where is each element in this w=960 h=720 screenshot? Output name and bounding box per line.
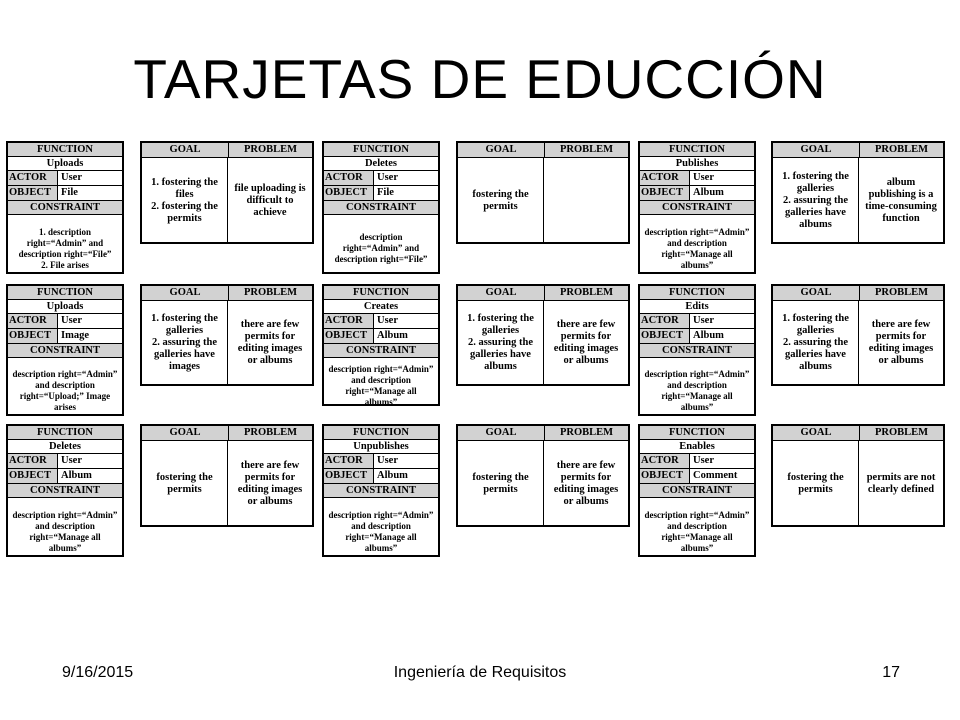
goal-problem-card [140,284,314,386]
constraint-header: CONSTRAINT [324,484,438,498]
goal-problem-card [456,424,630,527]
goal-problem-card [771,141,945,244]
function-card [6,284,124,416]
actor-value: User [377,172,398,183]
problem-header: PROBLEM [874,144,929,155]
function-card [638,284,756,416]
problem-header: PROBLEM [243,144,298,155]
constraint-header: CONSTRAINT [640,344,754,358]
object-value: File [61,187,78,198]
actor-label: ACTOR [8,454,58,468]
goal-problem-card [771,424,945,527]
function-name: Enables [640,440,754,454]
goal-header: GOAL [773,143,860,157]
object-label: OBJECT [8,186,58,200]
footer-course-title: Ingeniería de Requisitos [393,664,567,681]
goal-text: fostering the permits [458,441,544,526]
goal-text: fostering the permits [458,158,544,243]
constraint-text: 1. description right=“Admin” and description right=“File” 2. File arises [18,226,112,270]
function-header: FUNCTION [324,426,438,440]
problem-text: album publishing is a time-consuming function [865,176,937,224]
actor-value: User [693,172,714,183]
actor-label: ACTOR [324,171,374,185]
constraint-header: CONSTRAINT [640,201,754,215]
actor-value: User [377,455,398,466]
object-label: OBJECT [8,469,58,483]
constraint-text: description right=“Admin” and description right=“Upload;” Image arises [12,369,118,412]
function-name: Unpublishes [324,440,438,454]
function-header: FUNCTION [640,143,754,157]
constraint-header: CONSTRAINT [8,484,122,498]
constraint-header: CONSTRAINT [324,344,438,358]
object-label: OBJECT [8,329,58,343]
problem-header: PROBLEM [559,144,614,155]
object-label: OBJECT [324,329,374,343]
function-card [638,141,756,274]
actor-value: User [61,172,82,183]
object-label: OBJECT [640,469,690,483]
constraint-text: description right=“Admin” and description right=“Manage all albums” [644,369,750,412]
actor-label: ACTOR [640,314,690,328]
goal-problem-card [140,424,314,527]
goal-header: GOAL [773,286,860,300]
actor-value: User [693,455,714,466]
object-label: OBJECT [640,186,690,200]
object-value: File [377,187,394,198]
function-header: FUNCTION [8,426,122,440]
constraint-text: description right=“Admin” and description right=“Manage all albums” [328,364,434,407]
constraint-header: CONSTRAINT [8,201,122,215]
problem-header: PROBLEM [243,427,298,438]
constraint-header: CONSTRAINT [640,484,754,498]
problem-header: PROBLEM [874,287,929,298]
function-header: FUNCTION [324,143,438,157]
actor-value: User [377,315,398,326]
function-card [6,424,124,557]
problem-header: PROBLEM [243,287,298,298]
goal-header: GOAL [458,426,545,440]
goal-problem-card [140,141,314,244]
actor-label: ACTOR [8,314,58,328]
actor-label: ACTOR [640,171,690,185]
constraint-text: description right=“Admin” and description right=“Manage all albums” [644,226,750,270]
goal-text: 1. fostering the galleries 2. assuring the galleries have albums [458,301,544,385]
function-header: FUNCTION [640,286,754,300]
object-value: Comment [693,470,738,481]
function-card [322,141,440,274]
object-value: Album [61,470,92,481]
actor-label: ACTOR [324,314,374,328]
function-name: Uploads [8,157,122,171]
object-label: OBJECT [324,186,374,200]
function-card [638,424,756,557]
object-value: Image [61,330,89,341]
constraint-text: description right=“Admin” and description right=“Manage all albums” [328,509,434,553]
object-value: Album [693,330,724,341]
goal-text: 1. fostering the galleries 2. assuring the galleries have images [142,301,228,385]
object-value: Album [377,330,408,341]
goal-header: GOAL [142,426,229,440]
actor-value: User [61,455,82,466]
goal-text: 1. fostering the galleries 2. assuring the galleries have albums [773,158,859,243]
function-card [322,424,440,557]
actor-label: ACTOR [324,454,374,468]
function-name: Deletes [8,440,122,454]
constraint-text: description right=“Admin” and description right=“Manage all albums” [644,509,750,553]
goal-problem-card [456,141,630,244]
function-card [322,284,440,406]
constraint-text: description right=“Admin” and description right=“File” [334,232,428,264]
problem-text: file uploading is difficult to achieve [234,182,306,218]
constraint-header: CONSTRAINT [324,201,438,215]
goal-header: GOAL [458,286,545,300]
problem-header: PROBLEM [559,287,614,298]
object-value: Album [377,470,408,481]
problem-text [544,158,628,243]
function-name: Creates [324,300,438,314]
goal-header: GOAL [773,426,860,440]
problem-text: permits are not clearly defined [866,471,936,495]
object-value: Album [693,187,724,198]
problem-text: there are few permits for editing images or albums [237,459,303,507]
actor-value: User [693,315,714,326]
slide-title: TARJETAS DE EDUCCIÓN [133,48,827,110]
goal-text: 1. fostering the files 2. fostering the permits [142,158,228,243]
problem-text: there are few permits for editing images or albums [553,319,619,366]
function-header: FUNCTION [8,143,122,157]
actor-label: ACTOR [640,454,690,468]
constraint-text: description right=“Admin” and description right=“Manage all albums” [12,509,118,553]
function-name: Edits [640,300,754,314]
goal-text: 1. fostering the galleries 2. assuring the galleries have albums [773,301,859,385]
object-label: OBJECT [324,469,374,483]
function-header: FUNCTION [324,286,438,300]
actor-label: ACTOR [8,171,58,185]
problem-header: PROBLEM [559,427,614,438]
goal-header: GOAL [142,286,229,300]
footer-date: 9/16/2015 [62,664,134,681]
constraint-header: CONSTRAINT [8,344,122,358]
goal-text: fostering the permits [773,441,859,526]
function-name: Uploads [8,300,122,314]
page-number: 17 [882,664,900,681]
function-header: FUNCTION [8,286,122,300]
problem-text: there are few permits for editing images or albums [553,459,619,507]
goal-header: GOAL [142,143,229,157]
problem-text: there are few permits for editing images or albums [237,319,303,366]
object-label: OBJECT [640,329,690,343]
function-header: FUNCTION [640,426,754,440]
function-card [6,141,124,274]
goal-header: GOAL [458,143,545,157]
problem-header: PROBLEM [874,427,929,438]
actor-value: User [61,315,82,326]
goal-problem-card [456,284,630,386]
goal-text: fostering the permits [142,441,228,526]
problem-text: there are few permits for editing images or albums [868,319,934,366]
function-name: Deletes [324,157,438,171]
goal-problem-card [771,284,945,386]
function-name: Publishes [640,157,754,171]
